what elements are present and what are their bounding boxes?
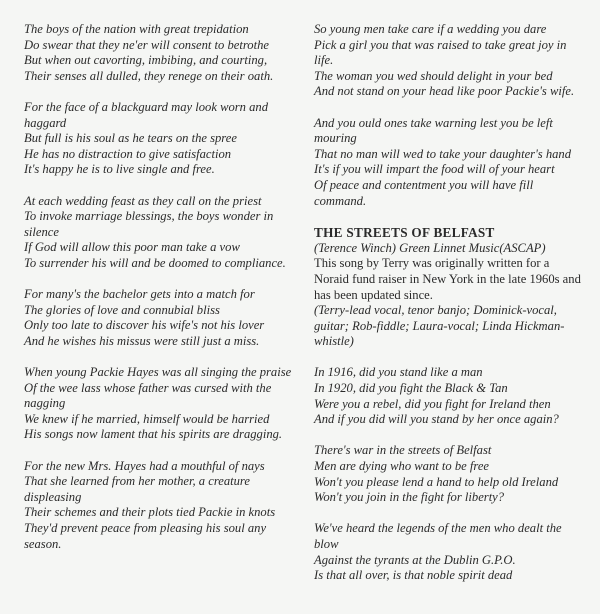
lyric-line: Pick a girl you that was raised to take great joy in life. <box>314 37 567 68</box>
lyric-line: The woman you wed should delight in your bed <box>314 68 553 83</box>
lyric-line: He has no distraction to give satisfaction <box>24 146 232 161</box>
lyric-line: Is that all over, is that noble spirit dead <box>314 568 513 583</box>
lyric-line: And not stand on your head like poor Packie's wife. <box>314 84 575 99</box>
song-note: (Terry-lead vocal, tenor banjo; Dominick-vocal, guitar; Rob-fiddle; Laura-vocal; Linda Hickman-whistle) <box>314 303 565 349</box>
lyric-line: At each wedding feast as they call on the priest <box>24 193 262 208</box>
right-column <box>314 22 586 599</box>
lyric-line: It's happy he is to live single and free. <box>24 162 215 177</box>
lyric-line: For the new Mrs. Hayes had a mouthful of nays <box>24 458 265 473</box>
lyric-line: They'd prevent peace from pleasing his soul any season. <box>24 521 267 551</box>
lyric-line: But when out cavorting, imbibing, and courting, <box>24 53 268 68</box>
lyric-line: To surrender his will and be doomed to compliance. <box>24 255 286 270</box>
song-section <box>314 225 586 584</box>
lyric-line: Their senses all dulled, they renege on their oath. <box>24 68 274 83</box>
lyric-line: But full is his soul as he tears on the spree <box>24 131 237 146</box>
lyric-line: So young men take care if a wedding you dare <box>314 22 547 36</box>
lyric-line: And you ould ones take warning lest you be left mouring <box>314 115 553 146</box>
stanza <box>24 194 296 272</box>
lyric-line: For the face of a blackguard may look worn and haggard <box>24 99 269 130</box>
stanza <box>314 116 586 210</box>
stanza <box>24 100 296 178</box>
lyric-line: We've heard the legends of the men who dealt the blow <box>314 521 562 551</box>
lyric-line: The boys of the nation with great trepidation <box>24 22 249 36</box>
lyric-line: To invoke marriage blessings, the boys wonder in silence <box>24 209 274 239</box>
stanza <box>24 22 296 84</box>
lyric-line: Do swear that they ne'er will consent to betrothe <box>24 37 269 52</box>
song-title: THE STREETS OF BELFAST <box>314 224 495 240</box>
song-note: This song by Terry was originally written for a Noraid fund raiser in New York in the late 1960s and has been updated since. <box>314 256 581 302</box>
song-note: (Terence Winch) Green Linnet Music(ASCAP) <box>314 240 546 255</box>
lyric-line: If God will allow this poor man take a vow <box>24 240 240 255</box>
stanza <box>24 459 296 553</box>
stanza <box>314 22 586 100</box>
lyric-line: That no man will wed to take your daughter's hand <box>314 146 572 161</box>
song-continuation <box>314 22 586 209</box>
lyric-line: Against the tyrants at the Dublin G.P.O. <box>314 552 516 567</box>
lyric-line: The glories of love and connubial bliss <box>24 302 220 317</box>
lyric-line: There's war in the streets of Belfast <box>314 443 492 458</box>
lyric-line: Won't you join in the fight for liberty? <box>314 490 505 505</box>
lyric-line: Won't you please lend a hand to help old Ireland <box>314 474 559 489</box>
song-intro <box>314 241 586 350</box>
song-lyrics <box>314 365 586 583</box>
lyric-line: In 1916, did you stand like a man <box>314 365 483 380</box>
stanza <box>314 521 586 583</box>
lyric-line: And he wishes his missus were still just a miss. <box>24 333 260 348</box>
stanza <box>314 365 586 427</box>
stanza <box>24 365 296 443</box>
lyric-line: It's if you will impart the food will of your heart <box>314 162 555 177</box>
lyric-line: Men are dying who want to be free <box>314 459 489 474</box>
lyric-line: In 1920, did you fight the Black & Tan <box>314 381 508 396</box>
lyric-line: For many's the bachelor gets into a match for <box>24 287 255 302</box>
lyric-line: Only too late to discover his wife's not his lover <box>24 318 265 333</box>
stanza <box>314 443 586 505</box>
left-column <box>24 22 296 568</box>
lyric-line: We knew if he married, himself would be harried <box>24 411 270 426</box>
lyric-line: Their schemes and their plots tied Packie in knots <box>24 505 276 520</box>
lyric-line: When young Packie Hayes was all singing the praise <box>24 365 292 380</box>
stanza <box>24 287 296 349</box>
lyric-line: And if you did will you stand by her once again? <box>314 412 559 427</box>
lyric-line: Of peace and contentment you will have fill command. <box>314 177 534 208</box>
lyric-line: Of the wee lass whose father was cursed with the nagging <box>24 380 272 411</box>
lyric-line: Were you a rebel, did you fight for Ireland then <box>314 396 551 411</box>
lyric-line: His songs now lament that his spirits are dragging. <box>24 427 283 442</box>
lyric-line: That she learned from her mother, a creature displeasing <box>24 474 250 504</box>
